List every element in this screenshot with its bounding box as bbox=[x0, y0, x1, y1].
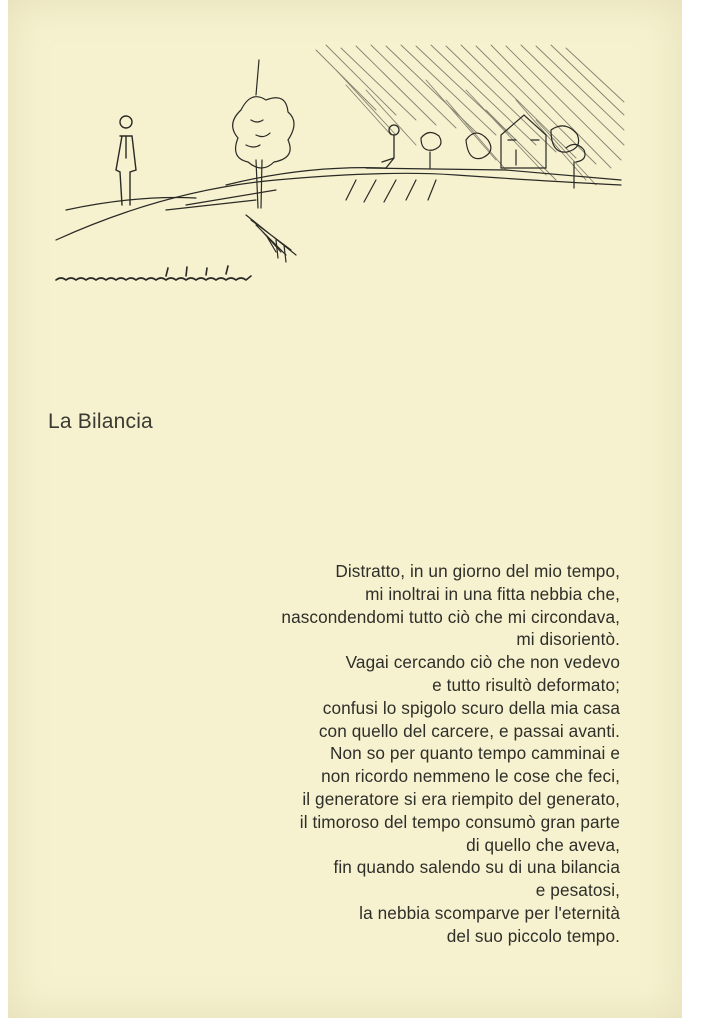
poem-line: il generatore si era riempito del generato, bbox=[302, 788, 620, 809]
poem-line: e tutto risultò deformato; bbox=[432, 674, 620, 695]
poem-text bbox=[281, 560, 620, 948]
poem-line: mi disorientò. bbox=[516, 629, 620, 650]
poem-line: con quello del carcere, e passai avanti. bbox=[318, 720, 620, 741]
poem-line: e pesatosi, bbox=[535, 880, 620, 901]
poem-line: di quello che aveva, bbox=[466, 834, 620, 855]
poem-line: la nebbia scomparve per l'eternità bbox=[359, 902, 620, 923]
poem-title: La Bilancia bbox=[48, 410, 153, 433]
poem-line: Non so per quanto tempo camminai e bbox=[329, 743, 620, 764]
poem-line: confusi lo spigolo scuro della mia casa bbox=[322, 697, 620, 718]
poem-line: Vagai cercando ciò che non vedevo bbox=[345, 652, 620, 673]
landscape-sketch-illustration bbox=[46, 40, 626, 290]
poem-line: Distratto, in un giorno del mio tempo, bbox=[335, 561, 620, 581]
poem-line: il timoroso del tempo consumò gran parte bbox=[299, 811, 620, 832]
poem-line: mi inoltrai in una fitta nebbia che, bbox=[365, 583, 620, 604]
poem-line: nascondendomi tutto ciò che mi circondava, bbox=[281, 606, 620, 627]
poem-line: del suo piccolo tempo. bbox=[446, 925, 620, 946]
poem-line: fin quando salendo su di una bilancia bbox=[333, 857, 620, 878]
poem-line: non ricordo nemmeno le cose che feci, bbox=[321, 766, 620, 787]
page bbox=[8, 0, 682, 1018]
